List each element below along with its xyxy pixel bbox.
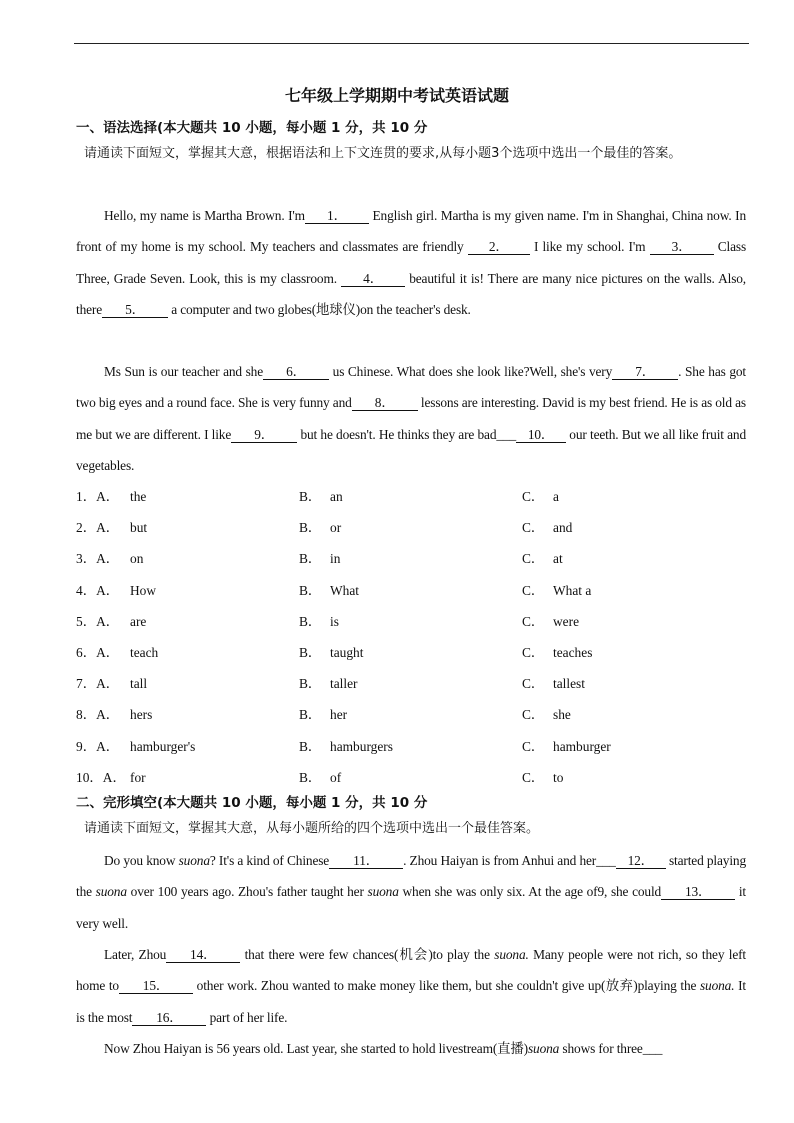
question-number: 9．A． — [76, 738, 120, 754]
blank-1: 1． — [305, 209, 369, 224]
option-c-label: C． — [522, 582, 545, 598]
option-b-text: in — [330, 551, 341, 567]
option-c-label: C． — [522, 676, 545, 692]
blank-2: 2． — [468, 240, 530, 255]
option-a-text: How — [130, 582, 157, 598]
option-c-text: teaches — [553, 645, 593, 660]
passage-italic: suona. — [699, 978, 735, 994]
passage-text: started playing the — [76, 853, 747, 900]
passage-text: Many people were not rich, so they left home to — [76, 947, 746, 994]
passage-text: other work. Zhou wanted to make money like them, but she couldn't give up(放弃)playing the — [192, 978, 700, 994]
option-b-label: B． — [299, 676, 322, 692]
option-row — [76, 582, 746, 613]
blank-11: 11． — [329, 854, 403, 869]
section1-instruction-text: 请通读下面短文，掌握其大意，根据语法和上下文连贯的要求,从每小题3个选项中选出一个最佳的答案。 — [84, 146, 682, 161]
option-b-label: B． — [299, 645, 322, 660]
option-b-label: B． — [299, 769, 322, 785]
option-b-text: taught — [330, 645, 364, 660]
option-a-text: on — [130, 551, 144, 567]
passage-text: us Chinese. What does she look like?Well, she's very — [329, 364, 613, 379]
option-b-text: or — [330, 520, 342, 536]
option-c-text: were — [553, 613, 580, 629]
question-number: 4．A． — [76, 582, 120, 598]
option-a-text: the — [130, 489, 147, 504]
option-b-text: an — [330, 489, 343, 504]
option-a-text: for — [130, 769, 146, 785]
passage-text: it very well. — [76, 884, 746, 931]
passage-text: It is the most — [76, 978, 747, 1025]
option-c-text: a — [553, 489, 559, 504]
option-c-text: hamburger — [553, 738, 611, 754]
section1-passage-p1 — [76, 200, 746, 325]
passage-italic: suona — [527, 1041, 560, 1056]
option-b-label: B． — [299, 738, 322, 754]
passage-text: Now Zhou Haiyan is 56 years old. Last year, she started to hold livestream(直播) — [104, 1041, 528, 1056]
option-c-text: at — [553, 551, 563, 567]
question-number: 1．A． — [76, 489, 120, 504]
blank-5: 5． — [102, 303, 168, 318]
option-b-label: B． — [299, 520, 322, 536]
question-number: 10．A． — [76, 769, 126, 785]
option-b-text: taller — [330, 676, 358, 692]
passage-text: Class Three, Grade Seven. Look, this is my classroom. — [76, 239, 747, 286]
question-number: 3．A． — [76, 551, 120, 567]
option-row — [76, 519, 746, 550]
option-a-text: are — [130, 613, 147, 629]
section2-passage-p3 — [76, 1033, 746, 1064]
question-number: 7．A． — [76, 676, 120, 692]
option-b-label: B． — [299, 613, 322, 629]
option-c-text: tallest — [553, 676, 585, 692]
option-a-text: hamburger's — [130, 738, 196, 754]
option-c-label: C． — [522, 613, 545, 629]
blank-9: 9． — [231, 428, 297, 443]
passage-text: . She has got two big eyes and a round face. She is very funny and — [76, 364, 746, 411]
blank-7: 7． — [612, 365, 678, 380]
option-c-text: and — [553, 520, 573, 536]
option-b-text: hamburgers — [330, 738, 393, 754]
question-number: 8．A． — [76, 707, 120, 723]
blank-12: 12． — [616, 854, 666, 869]
passage-text: . Zhou Haiyan is from Anhui and her___ — [403, 853, 616, 868]
blank-10: 10． — [516, 428, 566, 443]
passage-text: but he doesn't. He thinks they are bad___ — [297, 426, 517, 442]
passage-text: lessons are interesting. David is my best friend. He is as old as me but we are different. I like — [76, 395, 746, 442]
option-b-label: B． — [299, 489, 322, 504]
page-title: 七年级上学期期中考试英语试题 — [284, 86, 509, 105]
passage-italic: suona — [95, 884, 127, 900]
option-row — [76, 738, 746, 769]
option-a-text: hers — [130, 707, 153, 723]
option-b-label: B． — [299, 582, 322, 598]
passage-italic: suona. — [494, 947, 529, 962]
passage-text: Later, Zhou — [104, 947, 167, 962]
section2-passage-p1 — [76, 845, 746, 939]
option-c-label: C． — [522, 645, 545, 660]
passage-text: our teeth. But we all like fruit and vegetables. — [76, 426, 747, 473]
section2-passage-p2 — [76, 939, 746, 1033]
blank-4: 4． — [341, 272, 405, 287]
passage-text: I like my school. I'm — [529, 239, 650, 255]
section1-instruction — [76, 138, 746, 169]
question-number: 6．A． — [76, 645, 120, 660]
option-c-label: C． — [522, 489, 545, 504]
passage-text: a computer and two globes(地球仪)on the teacher's desk. — [168, 301, 471, 317]
option-b-text: her — [330, 707, 348, 723]
passage-text: Hello, my name is Martha Brown. I'm — [104, 208, 305, 223]
option-row — [76, 550, 746, 581]
blank-3: 3． — [650, 240, 714, 255]
blank-8: 8． — [352, 396, 418, 411]
option-c-text: she — [553, 707, 571, 723]
option-b-label: B． — [299, 707, 322, 723]
section2-instruction-text: 请通读下面短文，掌握其大意，从每小题所给的四个选项中选出一个最佳答案。 — [84, 821, 540, 836]
section1-passage-p2 — [76, 356, 746, 481]
option-b-text: of — [330, 769, 342, 785]
passage-text: when she was only six. At the age of9, she could — [398, 884, 662, 900]
option-c-text: to — [553, 769, 564, 785]
option-c-label: C． — [522, 551, 545, 567]
passage-text: Ms Sun is our teacher and she — [104, 364, 263, 379]
passage-text: that there were few chances(机会)to play the — [240, 947, 495, 962]
option-row — [76, 613, 746, 644]
option-row — [76, 706, 746, 737]
header-rule — [74, 43, 749, 44]
blank-14: 14． — [166, 948, 240, 963]
blank-6: 6． — [263, 365, 329, 380]
passage-text: over 100 years ago. Zhou's father taught her — [126, 884, 368, 900]
section2-heading: 二、完形填空(本大题共 10 小题，每小题 1 分，共 10 分 — [76, 795, 428, 811]
question-number: 2．A． — [76, 520, 120, 536]
passage-italic: suona — [178, 853, 210, 868]
option-a-text: but — [130, 520, 148, 536]
option-c-text: What a — [553, 582, 592, 598]
option-a-text: tall — [130, 676, 148, 692]
blank-16: 16． — [132, 1011, 206, 1026]
section2-instruction — [76, 813, 746, 844]
passage-italic: suona — [367, 884, 399, 900]
blank-15: 15． — [119, 979, 193, 994]
option-b-label: B． — [299, 551, 322, 567]
option-b-text: What — [330, 582, 359, 598]
option-row — [76, 488, 746, 519]
option-c-label: C． — [522, 707, 545, 723]
passage-text: ? It's a kind of Chinese — [209, 853, 330, 868]
passage-text: English girl. Martha is my given name. I'm in Shanghai, China now. In front of my home is my school. My teachers and classmates are friendly — [76, 208, 746, 255]
option-row — [76, 644, 746, 675]
option-a-text: teach — [130, 645, 159, 660]
passage-text: beautiful it is! There are many nice pictures on the walls. Also, there — [76, 270, 746, 317]
passage-text: part of her life. — [206, 1009, 288, 1025]
passage-text: shows for three___ — [559, 1041, 663, 1056]
section1-heading: 一、语法选择(本大题共 10 小题，每小题 1 分，共 10 分 — [76, 120, 428, 136]
option-b-text: is — [330, 613, 339, 629]
passage-text: Do you know — [104, 853, 179, 868]
option-row — [76, 675, 746, 706]
blank-13: 13． — [661, 885, 735, 900]
option-c-label: C． — [522, 520, 545, 536]
option-c-label: C． — [522, 769, 545, 785]
question-number: 5．A． — [76, 613, 120, 629]
option-c-label: C． — [522, 738, 545, 754]
